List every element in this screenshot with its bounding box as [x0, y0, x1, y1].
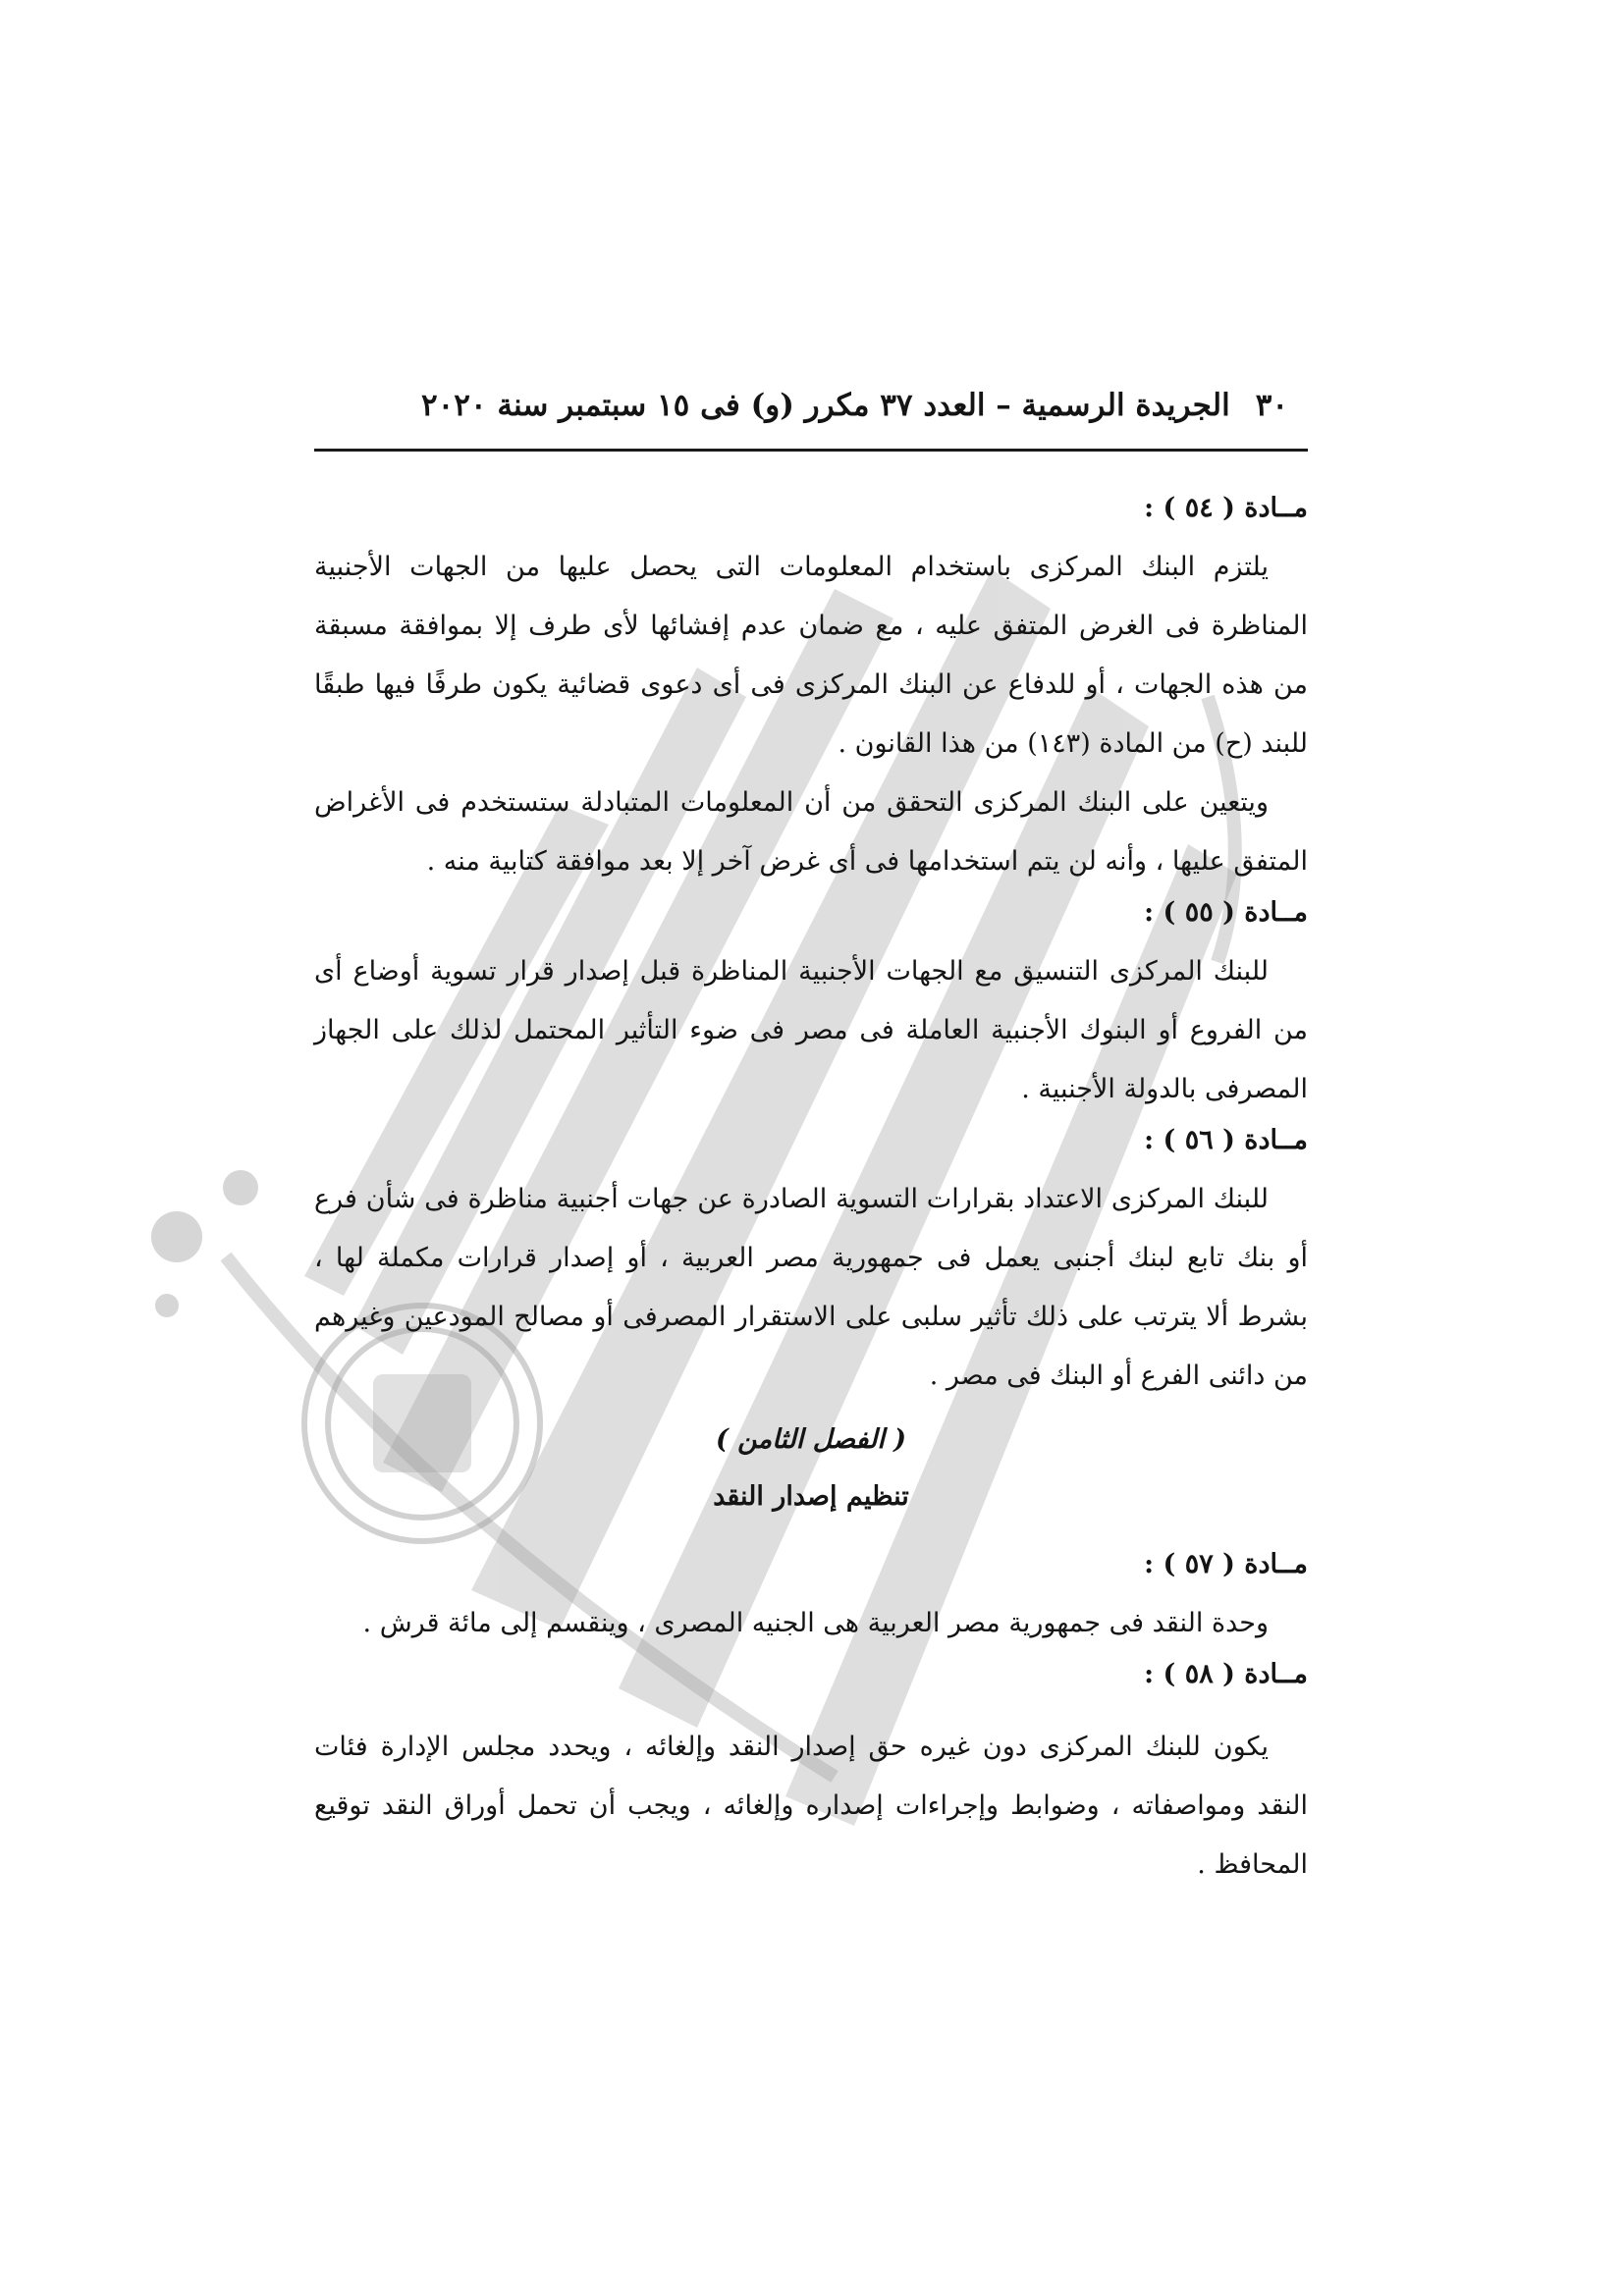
article-54-paragraph-1: يلتزم البنك المركزى باستخدام المعلومات التى يحصل عليها من الجهات الأجنبية المناظرة فى الغرض المتفق عليه ، مع ضمان عدم إفشائها لأى طرف إلا بموافقة مسبقة من هذه الجهات ، أو للدفاع عن البنك المركزى فى أى دعوى قضائية يكون طرفًا فيها طبقًا للبند (ح) من المادة (١٤٣) من هذا القانون . [314, 552, 1308, 759]
header-divider [314, 449, 1308, 452]
article-54-paragraph-2: ويتعين على البنك المركزى التحقق من أن المعلومات المتبادلة ستستخدم فى الأغراض المتفق عليها ، وأنه لن يتم استخدامها فى أى غرض آخر إلا بعد موافقة كتابية منه . [314, 787, 1308, 877]
article-58-paragraph-1: يكون للبنك المركزى دون غيره حق إصدار النقد وإلغائه ، ويحدد مجلس الإدارة فئات النقد ومواصفاته ، وضوابط وإجراءات إصداره وإلغائه ، ويجب أن تحمل أوراق النقد توقيع المحافظ . [314, 1732, 1308, 1880]
article-56-paragraph-1: للبنك المركزى الاعتداد بقرارات التسوية الصادرة عن جهات أجنبية مناظرة فى شأن فرع أو بنك تابع لبنك أجنبى يعمل فى جمهورية مصر العربية ، أو إصدار قرارات مكملة لها ، بشرط ألا يترتب على ذلك تأثير سلبى على الاستقرار المصرفى أو مصالح المودعين وغيرهم من دائنى الفرع أو البنك فى مصر . [314, 1184, 1308, 1391]
chapter-subtitle: تنظيم إصدار النقد [713, 1481, 909, 1512]
running-header [314, 388, 1308, 437]
article-54-heading: مــادة ( ٥٤ ) : [1144, 493, 1308, 523]
gazette-issue-title: الجريدة الرسمية – العدد ٣٧ مكرر (و) فى ١٥ سبتمبر سنة ٢٠٢٠ [421, 388, 1230, 423]
article-56-heading: مــادة ( ٥٦ ) : [1144, 1125, 1308, 1155]
page-content [314, 388, 1308, 1895]
article-57-paragraph-1: وحدة النقد فى جمهورية مصر العربية هى الجنيه المصرى ، وينقسم إلى مائة قرش . [362, 1608, 1269, 1638]
article-57-heading: مــادة ( ٥٧ ) : [1144, 1549, 1308, 1579]
spacer [314, 1696, 1308, 1718]
article-55-paragraph-1: للبنك المركزى التنسيق مع الجهات الأجنبية المناظرة قبل إصدار قرار تسوية أوضاع أى من الفروع أو البنوك الأجنبية العاملة فى مصر فى ضوء التأثير المحتمل لذلك على الجهاز المصرفى بالدولة الأجنبية . [314, 956, 1308, 1104]
page-number: ٣٠ [1255, 388, 1288, 423]
chapter-title: ( الفصل الثامن ) [715, 1424, 907, 1455]
article-58-heading: مــادة ( ٥٨ ) : [1144, 1659, 1308, 1689]
article-55-heading: مــادة ( ٥٥ ) : [1144, 897, 1308, 928]
